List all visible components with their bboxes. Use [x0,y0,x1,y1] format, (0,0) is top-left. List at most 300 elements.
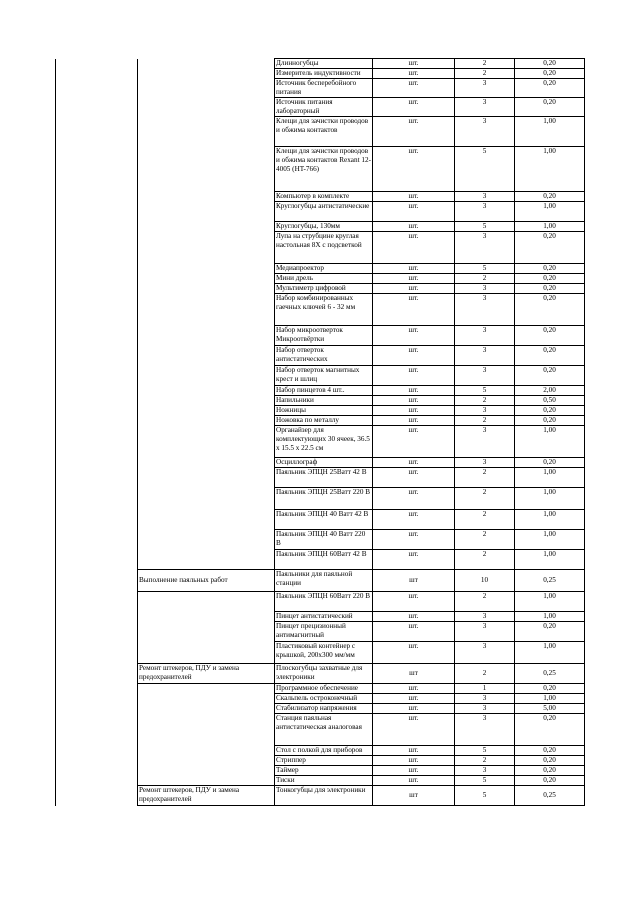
work-type-cell [138,458,275,468]
unit-cell: шт. [373,468,455,488]
work-type-cell [138,346,275,366]
row-margin-cell [56,642,138,664]
row-margin-cell [56,694,138,704]
item-name-cell: Стол с полкой для приборов [275,746,373,756]
unit-cell: шт. [373,274,455,284]
item-name-cell: Источник бесперебойного питания [275,79,373,98]
table-row [56,69,585,79]
item-name-cell: Стабилизатор напряжения [275,704,373,714]
table-row [56,756,585,766]
unit-cell: шт. [373,622,455,642]
table-row [56,386,585,396]
work-type-cell [138,396,275,406]
table-row [56,612,585,622]
quantity-cell: 3 [455,458,515,468]
unit-cell: шт. [373,746,455,756]
item-name-cell: Паяльник ЭПЦН 40 Ватт 42 В [275,510,373,530]
unit-cell: шт [373,664,455,684]
work-type-cell [138,612,275,622]
table-row [56,98,585,117]
unit-cell: шт. [373,510,455,530]
table-row [56,592,585,612]
row-margin-cell [56,622,138,642]
work-type-cell [138,79,275,98]
work-type-cell [138,746,275,756]
quantity-cell: 3 [455,714,515,746]
work-type-cell [138,468,275,488]
work-type-cell [138,59,275,69]
coefficient-cell: 0,20 [515,284,585,294]
item-name-cell: Набор комбинированных гаечных ключей 6 - 32 мм [275,294,373,326]
unit-cell: шт. [373,326,455,346]
unit-cell: шт. [373,284,455,294]
table-row [56,202,585,222]
work-type-cell [138,147,275,192]
unit-cell: шт. [373,192,455,202]
item-name-cell: Паяльник ЭПЦН 60Ватт 42 В [275,550,373,570]
quantity-cell: 2 [455,59,515,69]
quantity-cell: 1 [455,684,515,694]
quantity-cell: 3 [455,98,515,117]
coefficient-cell: 0,20 [515,622,585,642]
table-row [56,570,585,592]
row-margin-cell [56,396,138,406]
work-type-cell [138,264,275,274]
item-name-cell: Источник питания лабораторный [275,98,373,117]
table-row [56,694,585,704]
row-margin-cell [56,592,138,612]
unit-cell: шт. [373,704,455,714]
row-margin-cell [56,776,138,786]
row-margin-cell [56,426,138,458]
unit-cell: шт. [373,232,455,264]
table-row [56,488,585,510]
coefficient-cell: 1,00 [515,550,585,570]
row-margin-cell [56,274,138,284]
table-row [56,704,585,714]
quantity-cell: 3 [455,294,515,326]
item-name-cell: Станция паяльная антистатическая аналоговая [275,714,373,746]
item-name-cell: Клещи для зачистки проводов и обжима контактов [275,117,373,147]
row-margin-cell [56,98,138,117]
table-row [56,530,585,550]
table-row [56,59,585,69]
unit-cell: шт. [373,59,455,69]
quantity-cell: 10 [455,570,515,592]
table-row [56,510,585,530]
item-name-cell: Программное обеспечение [275,684,373,694]
coefficient-cell: 1,00 [515,510,585,530]
quantity-cell: 2 [455,396,515,406]
work-type-cell [138,192,275,202]
item-name-cell: Набор отверток магнитных крест и шлиц [275,366,373,386]
quantity-cell: 5 [455,386,515,396]
quantity-cell: 3 [455,232,515,264]
work-type-cell [138,326,275,346]
row-margin-cell [56,79,138,98]
coefficient-cell: 0,20 [515,69,585,79]
item-name-cell: Паяльник ЭПЦН 25Ватт 42 В [275,468,373,488]
unit-cell: шт. [373,79,455,98]
item-name-cell: Ножницы [275,406,373,416]
work-type-cell [138,274,275,284]
row-margin-cell [56,612,138,622]
row-margin-cell [56,746,138,756]
quantity-cell: 2 [455,530,515,550]
row-margin-cell [56,232,138,264]
row-margin-cell [56,510,138,530]
coefficient-cell: 0,20 [515,406,585,416]
quantity-cell: 3 [455,366,515,386]
table-row [56,766,585,776]
quantity-cell: 3 [455,117,515,147]
table-row [56,366,585,386]
item-name-cell: Набор отверток антистатических [275,346,373,366]
table-row [56,222,585,232]
item-name-cell: Осциллограф [275,458,373,468]
table-row [56,622,585,642]
quantity-cell: 3 [455,766,515,776]
coefficient-cell: 0,20 [515,714,585,746]
quantity-cell: 3 [455,694,515,704]
coefficient-cell: 1,00 [515,117,585,147]
row-margin-cell [56,756,138,766]
quantity-cell: 5 [455,147,515,192]
unit-cell: шт. [373,694,455,704]
work-type-cell [138,488,275,510]
coefficient-cell: 0,20 [515,79,585,98]
work-type-cell [138,714,275,746]
table-row [56,468,585,488]
work-type-cell [138,232,275,264]
unit-cell: шт. [373,202,455,222]
work-type-cell [138,426,275,458]
quantity-cell: 5 [455,222,515,232]
work-type-cell [138,117,275,147]
quantity-cell: 3 [455,79,515,98]
work-type-cell [138,776,275,786]
table-row [56,786,585,806]
item-name-cell: Компьютер в комплекте [275,192,373,202]
work-type-cell [138,294,275,326]
quantity-cell: 2 [455,488,515,510]
row-margin-cell [56,704,138,714]
quantity-cell: 3 [455,642,515,664]
row-margin-cell [56,366,138,386]
item-name-cell: Набор микроотверток Микроотвёртки [275,326,373,346]
document-page [55,58,584,806]
quantity-cell: 2 [455,510,515,530]
table-row [56,714,585,746]
coefficient-cell: 0,20 [515,756,585,766]
coefficient-cell: 0,20 [515,346,585,366]
unit-cell: шт. [373,766,455,776]
quantity-cell: 2 [455,550,515,570]
item-name-cell: Тонкогубцы для электроники [275,786,373,806]
table-row [56,550,585,570]
item-name-cell: Ножовка по металлу [275,416,373,426]
table-row [56,147,585,192]
quantity-cell: 3 [455,612,515,622]
row-margin-cell [56,147,138,192]
coefficient-cell: 1,00 [515,642,585,664]
unit-cell: шт. [373,756,455,766]
quantity-cell: 3 [455,346,515,366]
table-row [56,642,585,664]
work-type-cell [138,366,275,386]
quantity-cell: 2 [455,756,515,766]
coefficient-cell: 1,00 [515,488,585,510]
work-type-cell [138,98,275,117]
work-type-cell [138,406,275,416]
unit-cell: шт. [373,346,455,366]
row-margin-cell [56,530,138,550]
coefficient-cell: 1,00 [515,694,585,704]
item-name-cell: Лупа на струбцине круглая настольная 8X с подсветкой [275,232,373,264]
quantity-cell: 5 [455,264,515,274]
row-margin-cell [56,59,138,69]
unit-cell: шт. [373,264,455,274]
row-margin-cell [56,264,138,274]
coefficient-cell: 0,20 [515,274,585,284]
quantity-cell: 2 [455,274,515,284]
work-type-cell [138,416,275,426]
work-type-cell [138,530,275,550]
unit-cell: шт. [373,458,455,468]
coefficient-cell: 0,20 [515,416,585,426]
quantity-cell: 3 [455,704,515,714]
table-row [56,294,585,326]
coefficient-cell: 0,20 [515,458,585,468]
item-name-cell: Клещи для зачистки проводов и обжима контактов Rexant 12-4005 (HT-766) [275,147,373,192]
coefficient-cell: 0,20 [515,366,585,386]
table-row [56,664,585,684]
unit-cell: шт [373,786,455,806]
work-type-cell [138,766,275,776]
unit-cell: шт. [373,69,455,79]
item-name-cell: Паяльник ЭПЦН 25Ватт 220 В [275,488,373,510]
unit-cell: шт. [373,406,455,416]
work-type-cell [138,704,275,714]
unit-cell: шт. [373,776,455,786]
coefficient-cell: 1,00 [515,202,585,222]
unit-cell: шт. [373,416,455,426]
quantity-cell: 5 [455,746,515,756]
row-margin-cell [56,468,138,488]
unit-cell: шт. [373,147,455,192]
unit-cell: шт. [373,426,455,458]
item-name-cell: Длинногубцы [275,59,373,69]
unit-cell: шт. [373,550,455,570]
quantity-cell: 3 [455,192,515,202]
unit-cell: шт [373,570,455,592]
work-type-cell [138,756,275,766]
coefficient-cell: 1,00 [515,530,585,550]
quantity-cell: 5 [455,786,515,806]
coefficient-cell: 0,20 [515,232,585,264]
item-name-cell: Пинцет антистатический [275,612,373,622]
row-margin-cell [56,786,138,806]
work-type-cell [138,694,275,704]
unit-cell: шт. [373,117,455,147]
row-margin-cell [56,346,138,366]
coefficient-cell: 0,20 [515,294,585,326]
item-name-cell: Пластиковый контейнер с крышкой, 200x300 мм/мм [275,642,373,664]
item-name-cell: Тиски [275,776,373,786]
item-name-cell: Таймер [275,766,373,776]
table-row [56,406,585,416]
row-margin-cell [56,326,138,346]
item-name-cell: Пинцет прецизионный антимагнитный [275,622,373,642]
item-name-cell: Измеритель индуктивности [275,69,373,79]
row-margin-cell [56,222,138,232]
work-type-cell [138,202,275,222]
coefficient-cell: 0,20 [515,264,585,274]
table-row [56,274,585,284]
table-row [56,117,585,147]
coefficient-cell: 1,00 [515,147,585,192]
table-row [56,416,585,426]
equipment-table [55,58,585,806]
coefficient-cell: 1,00 [515,426,585,458]
item-name-cell: Скальпель остроконечный [275,694,373,704]
row-margin-cell [56,416,138,426]
coefficient-cell: 0,25 [515,786,585,806]
work-type-cell [138,622,275,642]
quantity-cell: 2 [455,69,515,79]
item-name-cell: Медиапроектор [275,264,373,274]
unit-cell: шт. [373,592,455,612]
row-margin-cell [56,488,138,510]
table-row [56,284,585,294]
work-type-cell: Ремонт штекеров, ПДУ и замена предохранителей [138,786,275,806]
row-margin-cell [56,386,138,396]
quantity-cell: 3 [455,202,515,222]
table-row [56,776,585,786]
table-row [56,746,585,756]
quantity-cell: 3 [455,284,515,294]
coefficient-cell: 0,25 [515,664,585,684]
item-name-cell: Мультиметр цифровой [275,284,373,294]
unit-cell: шт. [373,386,455,396]
coefficient-cell: 0,20 [515,746,585,756]
coefficient-cell: 0,20 [515,766,585,776]
row-margin-cell [56,69,138,79]
coefficient-cell: 0,25 [515,570,585,592]
unit-cell: шт. [373,98,455,117]
coefficient-cell: 0,20 [515,684,585,694]
table-row [56,426,585,458]
table-row [56,192,585,202]
unit-cell: шт. [373,366,455,386]
row-margin-cell [56,117,138,147]
work-type-cell: Ремонт штекеров, ПДУ и замена предохранителей [138,664,275,684]
work-type-cell [138,69,275,79]
work-type-cell [138,592,275,612]
row-margin-cell [56,458,138,468]
unit-cell: шт. [373,222,455,232]
coefficient-cell: 5,00 [515,704,585,714]
coefficient-cell: 1,00 [515,468,585,488]
table-row [56,684,585,694]
table-row [56,326,585,346]
row-margin-cell [56,550,138,570]
quantity-cell: 2 [455,416,515,426]
quantity-cell: 5 [455,776,515,786]
coefficient-cell: 2,00 [515,386,585,396]
unit-cell: шт. [373,684,455,694]
unit-cell: шт. [373,714,455,746]
item-name-cell: Стриппер [275,756,373,766]
quantity-cell: 2 [455,592,515,612]
row-margin-cell [56,294,138,326]
row-margin-cell [56,202,138,222]
row-margin-cell [56,570,138,592]
row-margin-cell [56,192,138,202]
table-row [56,346,585,366]
coefficient-cell: 0,20 [515,192,585,202]
item-name-cell: Паяльники для паяльной станции [275,570,373,592]
item-name-cell: Паяльник ЭПЦН 60Ватт 220 В [275,592,373,612]
table-row [56,79,585,98]
coefficient-cell: 0,50 [515,396,585,406]
row-margin-cell [56,664,138,684]
work-type-cell [138,386,275,396]
coefficient-cell: 0,20 [515,776,585,786]
quantity-cell: 3 [455,622,515,642]
work-type-cell [138,510,275,530]
work-type-cell [138,684,275,694]
coefficient-cell: 0,20 [515,59,585,69]
coefficient-cell: 0,20 [515,98,585,117]
work-type-cell [138,550,275,570]
item-name-cell: Паяльник ЭПЦН 40 Ватт 220 В [275,530,373,550]
work-type-cell [138,222,275,232]
quantity-cell: 2 [455,468,515,488]
quantity-cell: 2 [455,664,515,684]
unit-cell: шт. [373,294,455,326]
unit-cell: шт. [373,530,455,550]
item-name-cell: Круглогубцы антистатические [275,202,373,222]
table-row [56,264,585,274]
table-row [56,396,585,406]
quantity-cell: 3 [455,406,515,416]
item-name-cell: Напильники [275,396,373,406]
table-row [56,458,585,468]
row-margin-cell [56,284,138,294]
row-margin-cell [56,406,138,416]
quantity-cell: 3 [455,426,515,458]
row-margin-cell [56,684,138,694]
item-name-cell: Плоскогубцы захватные для электроники [275,664,373,684]
work-type-cell: Выполнение паяльных работ [138,570,275,592]
unit-cell: шт. [373,612,455,622]
work-type-cell [138,284,275,294]
item-name-cell: Круглогубцы, 130мм [275,222,373,232]
coefficient-cell: 0,20 [515,326,585,346]
unit-cell: шт. [373,642,455,664]
work-type-cell [138,642,275,664]
row-margin-cell [56,766,138,776]
item-name-cell: Органайзер для комплектующих 30 ячеек, 36.5 x 15.5 x 22.5 см [275,426,373,458]
item-name-cell: Мини дрель [275,274,373,284]
coefficient-cell: 1,00 [515,612,585,622]
coefficient-cell: 1,00 [515,592,585,612]
quantity-cell: 3 [455,326,515,346]
unit-cell: шт. [373,488,455,510]
unit-cell: шт. [373,396,455,406]
row-margin-cell [56,714,138,746]
